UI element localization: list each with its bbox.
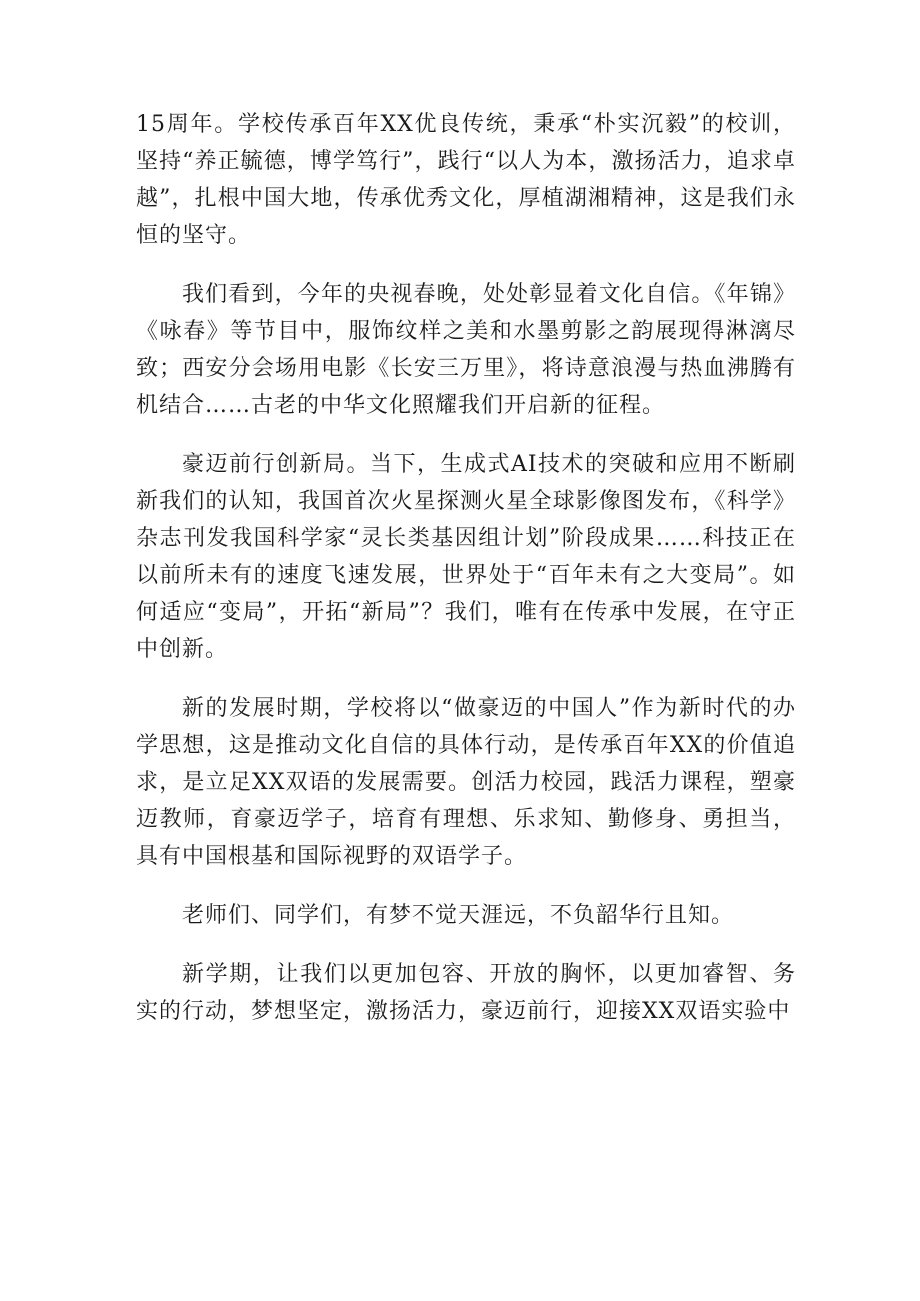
paragraph-4: 新的发展时期，学校将以“做豪迈的中国人”作为新时代的办学思想，这是推动文化自信的具体行动，是传承百年XX的价值追求，是立足XX双语的发展需要。创活力校园，践活力课程，塑豪迈教师，育豪迈学子，培育有理想、乐求知、勤修身、勇担当，具有中国根基和国际视野的双语学子。 — [136, 696, 796, 869]
document-body — [136, 106, 796, 1052]
paragraph-6: 新学期，让我们以更加包容、开放的胸怀，以更加睿智、务实的行动，梦想坚定，激扬活力，豪迈前行，迎接XX双语实验中 — [136, 962, 796, 1024]
paragraph-3: 豪迈前行创新局。当下，生成式AI技术的突破和应用不断刷新我们的认知，我国首次火星探测火星全球影像图发布，《科学》杂志刊发我国科学家“灵长类基因组计划”阶段成果……科技正在以前所未有的速度飞速发展，世界处于“百年未有之大变局”。如何适应“变局”，开拓“新局”？我们，唯有在传承中发展，在守正中创新。 — [136, 452, 796, 662]
paragraph-2: 我们看到，今年的央视春晚，处处彰显着文化自信。《年锦》《咏春》等节目中，服饰纹样之美和水墨剪影之韵展现得淋漓尽致；西安分会场用电影《长安三万里》，将诗意浪漫与热血沸腾有机结合……古老的中华文化照耀我们开启新的征程。 — [136, 282, 796, 418]
paragraph-5: 老师们、同学们，有梦不觉天涯远，不负韶华行且知。 — [182, 903, 735, 928]
paragraph-1: 15周年。学校传承百年XX优良传统，秉承“朴实沉毅”的校训，坚持“养正毓德，博学笃行”，践行“以人为本，激扬活力，追求卓越”，扎根中国大地，传承优秀文化，厚植湖湘精神，这是我们永恒的坚守。 — [136, 112, 796, 248]
